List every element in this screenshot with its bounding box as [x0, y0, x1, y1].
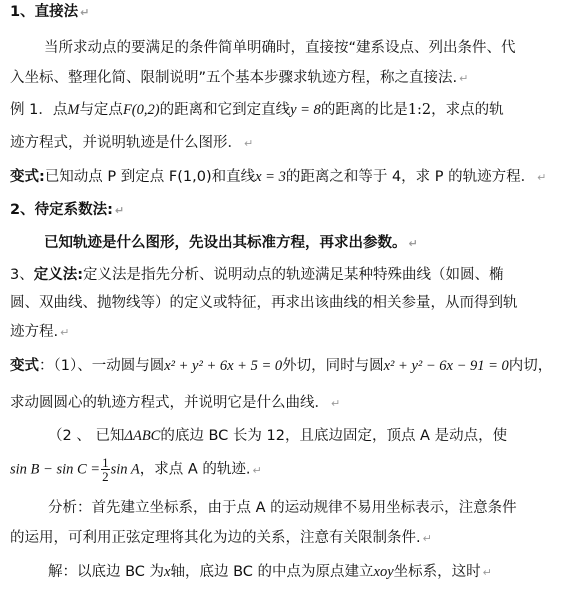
section3-line1: 3、定义法:定义法是指先分析、说明动点的轨迹满足某种特殊曲线（如圆、椭 — [10, 267, 504, 283]
section1-intro-line1: 当所求动点的要满足的条件简单明确时，直接按“建系设点、列出条件、代 — [44, 40, 516, 56]
section3-line3: 迹方程. ↵ — [10, 324, 70, 340]
section2-body: 已知轨迹是什么图形，先设出其标准方程，再求出参数。 ↵ — [44, 235, 418, 251]
analysis-line1: 分析：首先建立坐标系，由于点 A 的运动规律不易用坐标表示，注意条件 — [48, 500, 517, 516]
solution-line: 解：以底边 BC 为x轴，底边 BC 的中点为原点建立xoy坐标系，这时 ↵ — [48, 564, 492, 580]
example1-line1: 例 1．点M与定点F(0,2)的距离和它到定直线y = 8的距离的比是1:2，求点的轨 — [10, 102, 504, 118]
variant2-line2: 求动圆圆心的轨迹方程式，并说明它是什么曲线． ↵ — [10, 395, 341, 411]
analysis-line2: 的运用，可利用正弦定理将其化为边的关系，注意有关限制条件. ↵ — [10, 530, 432, 546]
fraction-one-half: $\frac{1}{2}$ — [102, 455, 109, 484]
variant1-line: 变式:已知动点 P 到定点 F(1,0)和直线x = 3的距离之和等于 4，求 P 的轨迹方程． ↵ — [10, 169, 547, 185]
section2-heading: 2、待定系数法: ↵ — [10, 202, 125, 218]
section1-intro-line2: 入坐标、整理化简、限制说明”五个基本步骤求轨迹方程，称之直接法. ↵ — [10, 70, 469, 86]
question2-line1: （2 、 已知ΔABC的底边 BC 长为 12，且底边固定，顶点 A 是动点，使 — [48, 428, 508, 444]
section1-heading: 1、直接法 ↵ — [10, 4, 90, 20]
question2-line2: sin B − sin C = $\frac{1}{2}$ sin A，求点 A 的轨迹. ↵ — [10, 455, 262, 484]
example1-line2: 迹方程式，并说明轨迹是什么图形． ↵ — [10, 135, 254, 151]
variant2-line1: 变式：（1）、一动圆与圆x² + y² + 6x + 5 = 0外切，同时与圆x² + y² − 6x − 91 = 0内切， — [10, 358, 553, 374]
section3-line2: 圆、双曲线、抛物线等）的定义或特征，再求出该曲线的相关参量，从而得到轨 — [10, 295, 518, 311]
